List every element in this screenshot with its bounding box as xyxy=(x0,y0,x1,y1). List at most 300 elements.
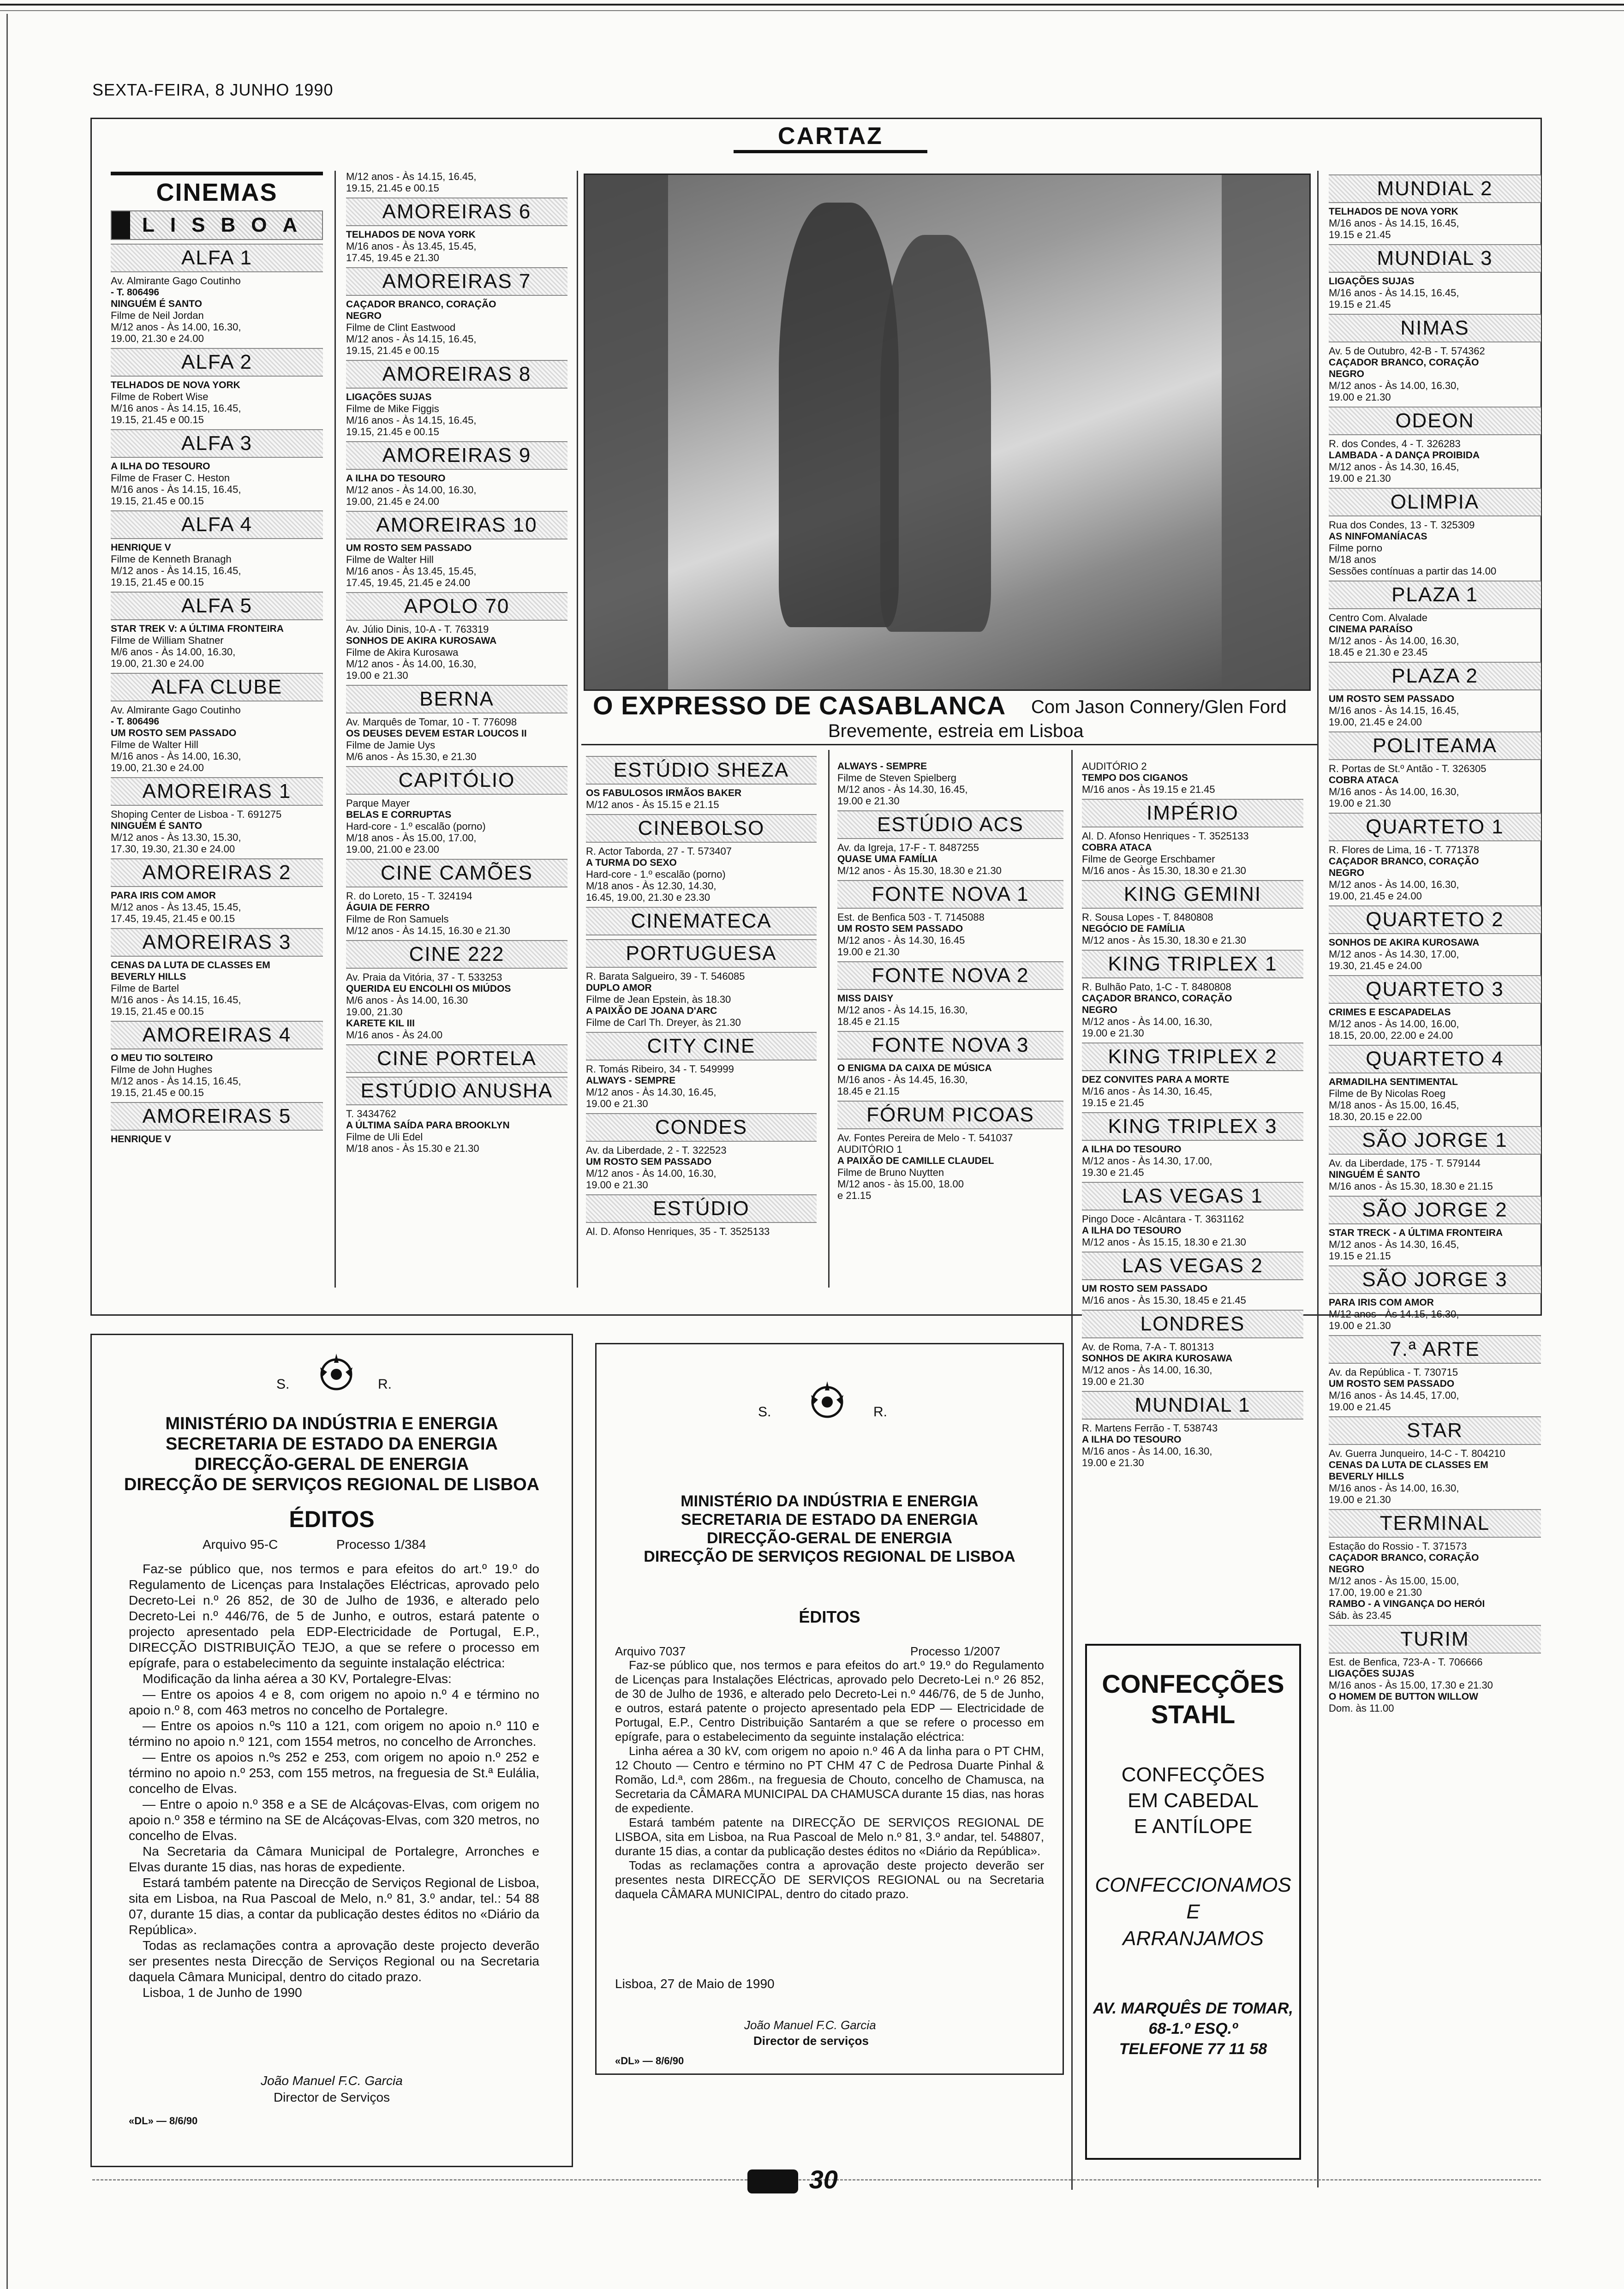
listing-line: 19.00 e 21.30 xyxy=(1329,1320,1391,1331)
heading-line: SECRETARIA DE ESTADO DA ENERGIA xyxy=(166,1434,498,1454)
film-title: A ILHA DO TESOURO xyxy=(1082,1225,1182,1236)
cinema-header: ALFA 3 xyxy=(111,429,323,458)
cinema-header: AMOREIRAS 4 xyxy=(111,1021,323,1049)
listing-line: 19.15 e 21.45 xyxy=(1329,299,1391,310)
listing-line: M/12 anos - Às 14.30, 17.00, xyxy=(1082,1155,1212,1167)
film-title: TEMPO DOS CIGANOS xyxy=(1082,773,1188,783)
listing-line: M/18 anos - Às 15.00, 17.00, xyxy=(346,832,477,844)
column-divider xyxy=(1071,750,1073,2190)
film-title: STAR TRECK - A ÚLTIMA FRONTEIRA xyxy=(1329,1228,1503,1238)
listing-line: R. do Loreto, 15 - T. 324194 xyxy=(346,890,472,902)
listing-line: M/12 anos - Às 14.30, 16.45, xyxy=(837,784,968,795)
column-divider xyxy=(334,171,336,1288)
film-title: CAÇADOR BRANCO, CORAÇÃO xyxy=(1329,1552,1479,1563)
listing-line: R. Martens Ferrão - T. 538743 xyxy=(1082,1422,1218,1434)
listing-line: M/12 anos - Às 15.30, 18.30 e 21.30 xyxy=(837,865,1002,876)
film-title: PARA IRIS COM AMOR xyxy=(111,890,216,901)
heading-line: DIRECÇÃO DE SERVIÇOS REGIONAL DE LISBOA xyxy=(124,1475,540,1494)
notice-paragraph: Faz-se público que, nos termos e para efeitos do art.º 19.º do Regulamento de Licenças para Instalações Eléctricas, aprovado pelo Decreto-Lei n.º 26 852, de 30 de Julho de 1936, e alterado pelo Decreto-Lei n.º 446/76, de 5 de Junho, e outros, estará patente o projecto apresentado pela EDP — Electricidade de Portugal, E.P., Centro Distribuição Santarém a que se refere o processo em epígrafe, para o estabelecimento da seguinte instalação eléctrica: xyxy=(615,1658,1044,1744)
listing-line: 19.00, 21.30 xyxy=(346,1006,403,1018)
film-title: NINGUÉM É SANTO xyxy=(111,821,202,831)
cinema-header: QUARTETO 2 xyxy=(1329,905,1541,934)
listing-line: M/12 anos - Às 15.15, 18.30 e 21.30 xyxy=(1082,1236,1246,1248)
listing-line: Av. 5 de Outubro, 42-B - T. 574362 xyxy=(1329,345,1485,357)
listing-line: 19.15, 21.45 e 00.15 xyxy=(111,1006,204,1017)
notice-paragraph: — Entre os apoios n.ºs 110 a 121, com origem no apoio n.º 110 e término no apoio n.º 121, com 1554 metros, no concelho de Arronches. xyxy=(129,1719,539,1749)
cinema-header: CINE PORTELA xyxy=(346,1044,567,1073)
photo-figure-2 xyxy=(880,235,991,632)
film-title: CAÇADOR BRANCO, CORAÇÃO xyxy=(346,299,496,310)
signer: João Manuel F.C. Garcia xyxy=(261,2073,403,2088)
cinema-list xyxy=(111,244,323,1145)
listing-line: 19.00, 21.45 e 24.00 xyxy=(346,496,439,507)
seal xyxy=(758,1377,896,1432)
film-title: TELHADOS DE NOVA YORK xyxy=(111,380,240,390)
cinema-list xyxy=(1329,174,1541,1714)
listing-line: Filme de Robert Wise xyxy=(111,391,209,402)
cinema-header: PLAZA 1 xyxy=(1329,581,1541,609)
listing-line: 19.00 e 21.30 xyxy=(1329,391,1391,403)
listing-line: M/16 anos - Às 19.15 e 21.45 xyxy=(1082,784,1215,795)
film-title: CAÇADOR BRANCO, CORAÇÃO xyxy=(1329,856,1479,867)
listing-line: 19.00 e 21.30 xyxy=(586,1098,648,1109)
listing-line: 19.15, 21.45 e 00.15 xyxy=(111,576,204,588)
stahl-name xyxy=(1087,1669,1299,1730)
listing-line: 19.15, 21.45 e 00.15 xyxy=(346,182,439,194)
listing-line: M/12 anos - Às 14.00, 16.30, xyxy=(1329,380,1459,391)
cinema-header: AMOREIRAS 1 xyxy=(111,777,323,806)
listing-line: Sessões contínuas a partir das 14.00 xyxy=(1329,565,1497,577)
cinema-header: ESTÚDIO ACS xyxy=(837,810,1063,839)
cinema-header: AMOREIRAS 9 xyxy=(346,441,567,470)
film-title: A PAIXÃO DE JOANA D'ARC xyxy=(586,1006,717,1016)
film-title: RAMBO - A VINGANÇA DO HERÓI xyxy=(1329,1599,1485,1609)
film-title: LAMBADA - A DANÇA PROIBIDA xyxy=(1329,450,1480,461)
listing-line: Av. Fontes Pereira de Melo - T. 541037 xyxy=(837,1132,1013,1144)
cinema-header: KING TRIPLEX 1 xyxy=(1082,950,1303,978)
seal xyxy=(276,1349,396,1404)
listing-line: M/12 anos - Às 14.00, 16.00, xyxy=(1329,1018,1459,1030)
stahl-services xyxy=(1087,1762,1299,1840)
listing-line: 19.00 e 21.30 xyxy=(1329,797,1391,809)
listing-line: Av. Marquês de Tomar, 10 - T. 776098 xyxy=(346,716,517,728)
listing-line: Filme de Bruno Nuytten xyxy=(837,1167,944,1178)
cinema-header: TURIM xyxy=(1329,1625,1541,1654)
coat-of-arms-icon xyxy=(804,1377,850,1427)
listing-line: M/12 anos - Às 14.15, 16.45, xyxy=(346,171,477,182)
film-title: O ENIGMA DA CAIXA DE MÚSICA xyxy=(837,1063,992,1073)
notice-paragraph: — Entre o apoio n.º 358 e a SE de Alcáçovas-Elvas, com origem no apoio n.º 358 e término na SE de Alcáçovas-Elvas, com 320 metros, no concelho de Elvas. xyxy=(129,1797,539,1843)
address-line: TELEFONE 77 11 58 xyxy=(1119,2040,1267,2058)
film-title: O MEU TIO SOLTEIRO xyxy=(111,1053,213,1063)
listing-line: Filme de By Nicolas Roeg xyxy=(1329,1088,1446,1099)
film-title: CAÇADOR BRANCO, CORAÇÃO xyxy=(1082,993,1232,1004)
stahl-slogan xyxy=(1087,1872,1299,1952)
cinema-header: MUNDIAL 3 xyxy=(1329,244,1541,273)
cinema-header: ALFA 2 xyxy=(111,348,323,377)
listing-line: M/6 anos - Às 14.00, 16.30, xyxy=(111,646,236,658)
listing-line: Av. Júlio Dinis, 10-A - T. 763319 xyxy=(346,623,489,635)
cinema-header: KING TRIPLEX 3 xyxy=(1082,1112,1303,1141)
continued-lines xyxy=(346,171,567,194)
service-line: EM CABEDAL xyxy=(1128,1789,1259,1812)
listing-line: Rua dos Condes, 13 - T. 325309 xyxy=(1329,519,1475,531)
film-title: A ILHA DO TESOURO xyxy=(1082,1434,1182,1445)
seal-s: S. xyxy=(758,1404,771,1420)
film-title: A ILHA DO TESOURO xyxy=(111,461,210,472)
cinema-header: PLAZA 2 xyxy=(1329,662,1541,690)
listing-line: M/6 anos - Às 15.30, e 21.30 xyxy=(346,751,477,762)
film-title: NEGRO xyxy=(1082,1005,1118,1015)
listing-line: R. Flores de Lima, 16 - T. 771378 xyxy=(1329,844,1480,856)
film-title: OS FABULOSOS IRMÃOS BAKER xyxy=(586,788,742,798)
notice-paragraph: Todas as reclamações contra a aprovação deste projecto deverão ser presentes nesta DIRECÇÃO DE SERVIÇOS REGIONAL ou na Secretaria daquela CÂMARA MUNICIPAL, dentro do citado prazo. xyxy=(615,1858,1044,1901)
column-1 xyxy=(111,172,323,1145)
listing-line: 19.15, 21.45 e 00.15 xyxy=(111,414,204,425)
film-title: NEGÓCIO DE FAMÍLIA xyxy=(1082,923,1186,934)
listing-line: R. dos Condes, 4 - T. 326283 xyxy=(1329,438,1461,449)
listing-line: M/16 anos - Às 14.15, 16.45, xyxy=(111,402,241,414)
listing-line: M/16 anos - Às 13.45, 15.45, xyxy=(346,240,477,252)
cinema-header: MUNDIAL 2 xyxy=(1329,174,1541,203)
notice-title: ÉDITOS xyxy=(289,1506,375,1532)
black-block xyxy=(112,211,130,239)
listing-line: M/16 anos - Às 14.45, 16.30, xyxy=(837,1074,968,1085)
film-title: UM ROSTO SEM PASSADO xyxy=(586,1156,712,1167)
cinema-header: AMOREIRAS 3 xyxy=(111,928,323,957)
film-title: SONHOS DE AKIRA KUROSAWA xyxy=(1329,937,1480,948)
notice-heading xyxy=(610,1492,1049,1566)
column-divider xyxy=(828,750,830,1288)
listing-line: Av. da Igreja, 17-F - T. 8487255 xyxy=(837,842,979,853)
film-title: CINEMA PARAÍSO xyxy=(1329,624,1413,635)
slogan-line: ARRANJAMOS xyxy=(1122,1927,1264,1950)
listing-line: M/12 anos - Às 14.00, 16.30, xyxy=(1329,879,1459,890)
publication-ref: «DL» — 8/6/90 xyxy=(129,2115,198,2127)
arquivo: Arquivo 7037 xyxy=(615,1644,686,1658)
listing-line: R. Actor Taborda, 27 - T. 573407 xyxy=(586,845,732,857)
column-3 xyxy=(586,752,817,1237)
listing-line: 17.00, 19.00 e 21.30 xyxy=(1329,1587,1422,1598)
editos-notice-2 xyxy=(595,1343,1064,2075)
listing-line: M/16 anos - Às 14.00, 16.30, xyxy=(1082,1445,1212,1457)
notice-paragraph: Modificação da linha aérea a 30 KV, Portalegre-Elvas: xyxy=(143,1672,452,1686)
column-5 xyxy=(1082,761,1303,1468)
listing-line: 19.15, 21.45 e 00.15 xyxy=(111,1087,204,1098)
listing-line: Filme de John Hughes xyxy=(111,1064,213,1075)
listing-line: M/16 anos - Às 15.30, 18.30 e 21.30 xyxy=(1082,865,1246,876)
listing-line: 19.15, 21.45 e 00.15 xyxy=(346,426,439,437)
listing-line: 19.15 e 21.15 xyxy=(1329,1250,1391,1262)
seal-r: R. xyxy=(873,1404,887,1420)
cinema-header: CINE CAMÕES xyxy=(346,859,567,887)
cinemas-title: CINEMAS xyxy=(111,172,323,207)
film-title: BEVERLY HILLS xyxy=(111,971,186,982)
film-title: UM ROSTO SEM PASSADO xyxy=(1082,1283,1208,1294)
cinema-header: PORTUGUESA xyxy=(586,939,817,968)
top-rule xyxy=(0,4,1624,6)
editos-notice-1 xyxy=(90,1334,573,2167)
listing-line: M/16 anos - Às 13.45, 15.45, xyxy=(346,565,477,577)
listing-line: M/18 anos xyxy=(1329,554,1376,565)
film-title: A ÚLTIMA SAÍDA PARA BROOKLYN xyxy=(346,1120,510,1131)
listing-line: M/16 anos - Às 14.15, 16.45, xyxy=(111,484,241,495)
stahl-address xyxy=(1087,1998,1299,2059)
film-title: SONHOS DE AKIRA KUROSAWA xyxy=(1082,1353,1233,1364)
film-title: NINGUÉM É SANTO xyxy=(111,299,202,309)
cinema-header: ODEON xyxy=(1329,407,1541,435)
cinema-header: BERNA xyxy=(346,685,567,713)
listing-line: M/18 anos - Às 15.30 e 21.30 xyxy=(346,1143,479,1154)
seal-s: S. xyxy=(276,1377,290,1392)
cinema-header: AMOREIRAS 8 xyxy=(346,360,567,389)
notice-paragraph: Todas as reclamações contra a aprovação deste projecto deverão ser presentes nesta Direcção de Serviços Regional ou na Secretaria daquela Câmara Municipal, dentro do citado prazo. xyxy=(129,1938,539,1984)
listing-line: 19.00 e 21.30 xyxy=(1082,1376,1144,1387)
listing-line: Filme de William Shatner xyxy=(111,635,224,646)
listing-line: 19.00, 21.30 e 24.00 xyxy=(111,658,204,669)
cinema-header: FONTE NOVA 3 xyxy=(837,1031,1063,1060)
listing-line: 17.30, 19.30, 21.30 e 24.00 xyxy=(111,843,235,855)
cinema-header: AMOREIRAS 2 xyxy=(111,858,323,887)
listing-line: M/12 anos - Às 14.00, 16.30, xyxy=(111,321,241,333)
listing-line: Filme de Fraser C. Heston xyxy=(111,472,230,484)
listing-line: 19.00 e 21.30 xyxy=(346,670,408,681)
listing-line: Av. Praia da Vitória, 37 - T. 533253 xyxy=(346,971,502,983)
cinema-header: AMOREIRAS 5 xyxy=(111,1102,323,1131)
film-title: HENRIQUE V xyxy=(111,542,171,553)
photo-caption-note: Brevemente, estreia em Lisboa xyxy=(828,721,1084,741)
cinema-list xyxy=(586,756,817,1237)
listing-line: Filme de Bartel xyxy=(111,983,179,994)
listing-line: 19.15 e 21.45 xyxy=(1329,229,1391,240)
film-title: LIGAÇÕES SUJAS xyxy=(346,392,432,402)
notice-paragraph: Na Secretaria da Câmara Municipal de Portalegre, Arronches e Elvas durante 15 dias, nas horas de expediente. xyxy=(129,1844,539,1874)
listing-line: M/18 anos - Às 12.30, 14.30, xyxy=(586,880,716,892)
heading-line: DIRECÇÃO-GERAL DE ENERGIA xyxy=(706,1529,953,1547)
listing-line: M/16 anos - Às 14.15, 16.45, xyxy=(1329,217,1459,229)
page-footer xyxy=(747,2164,838,2194)
listing-line: 19.15 e 21.45 xyxy=(1082,1097,1144,1109)
film-title: ÁGUIA DE FERRO xyxy=(346,902,430,913)
listing-line: M/12 anos - Às 14.15, 16.45, xyxy=(111,565,241,576)
address-line: 68-1.º ESQ.º xyxy=(1148,2020,1238,2037)
cinema-header: ESTÚDIO ANUSHA xyxy=(346,1077,567,1105)
listing-line: Hard-core - 1.º escalão (porno) xyxy=(586,869,726,880)
listing-line: 19.00 e 21.30 xyxy=(1329,1494,1391,1505)
photo-column-right xyxy=(1222,175,1309,689)
film-title: MISS DAISY xyxy=(837,993,894,1004)
film-title: CENAS DA LUTA DE CLASSES EM xyxy=(111,960,270,971)
listing-line: 18.30, 20.15 e 22.00 xyxy=(1329,1111,1422,1122)
listing-line: R. Portas de St.º Antão - T. 326305 xyxy=(1329,763,1487,774)
heading-line: DIRECÇÃO-GERAL DE ENERGIA xyxy=(194,1455,469,1474)
listing-line: M/16 anos - Às 14.15, 16.45, xyxy=(1329,287,1459,299)
stahl-name-line: CONFECÇÕES xyxy=(1102,1669,1284,1698)
film-title: NEGRO xyxy=(1329,868,1365,878)
listing-line: Al. D. Afonso Henriques, 35 - T. 3525133 xyxy=(586,1226,770,1237)
heading-line: MINISTÉRIO DA INDÚSTRIA E ENERGIA xyxy=(165,1414,498,1433)
cinema-header: QUARTETO 1 xyxy=(1329,813,1541,841)
cinema-header: SÃO JORGE 3 xyxy=(1329,1265,1541,1294)
column-6 xyxy=(1329,171,1541,1714)
listing-line: M/16 anos - Às 15.30, 18.45 e 21.45 xyxy=(1082,1294,1246,1306)
listing-line: 18.45 e 21.15 xyxy=(837,1016,900,1027)
listing-line: 19.30 e 21.45 xyxy=(1082,1167,1144,1178)
listing-line: 19.00 e 21.30 xyxy=(1082,1027,1144,1039)
listing-line: M/12 anos - Às 15.30, 18.30 e 21.30 xyxy=(1082,935,1246,946)
cinema-header: APOLO 70 xyxy=(346,592,567,621)
cinema-header: CINEMATECA xyxy=(586,907,817,935)
cinema-header: QUARTETO 4 xyxy=(1329,1045,1541,1073)
film-title: STAR TREK V: A ÚLTIMA FRONTEIRA xyxy=(111,623,284,634)
city-label: LISBOA xyxy=(142,214,313,236)
notice-paragraph: — Entre os apoios 4 e 8, com origem no apoio n.º 4 e término no apoio n.º 8, com 463 metros no concelho de Portalegre. xyxy=(129,1687,539,1717)
listing-line: M/12 anos - Às 14.30, 16.45, xyxy=(1329,461,1459,473)
listing-line: M/12 anos - Às 14.30, 17.00, xyxy=(1329,948,1459,960)
listing-line: 19.00 e 21.30 xyxy=(1329,473,1391,484)
notice-paragraph: — Entre os apoios n.ºs 252 e 253, com origem no apoio n.º 252 e término no apoio n.º 253, com 155 metros, na freguesia de St.ª Eulália, concelho de Elvas. xyxy=(129,1750,539,1796)
column-divider xyxy=(1317,171,1319,2187)
cinema-list xyxy=(837,810,1063,1201)
listing-line: Hard-core - 1.º escalão (porno) xyxy=(346,821,486,832)
continued-lines xyxy=(1082,761,1303,795)
listing-line: T. 3434762 xyxy=(346,1108,396,1120)
signer-role: Director de Serviços xyxy=(273,2090,390,2104)
film-title: BEVERLY HILLS xyxy=(1329,1471,1404,1482)
cinema-header: ALFA CLUBE xyxy=(111,673,323,701)
listing-line: Estação do Rossio - T. 371573 xyxy=(1329,1540,1467,1552)
heading-line: DIRECÇÃO DE SERVIÇOS REGIONAL DE LISBOA xyxy=(644,1548,1015,1565)
listing-line: Av. de Roma, 7-A - T. 801313 xyxy=(1082,1341,1214,1353)
listing-line: 18.45 e 21.30 e 23.45 xyxy=(1329,647,1428,658)
film-title: TELHADOS DE NOVA YORK xyxy=(1329,206,1458,217)
cinema-header: OLIMPIA xyxy=(1329,488,1541,516)
listing-line: Parque Mayer xyxy=(346,797,410,809)
cinema-header: AMOREIRAS 7 xyxy=(346,267,567,296)
notice-body xyxy=(129,1561,539,2001)
film-title: AS NINFOMANÍACAS xyxy=(1329,531,1427,542)
film-title: SONHOS DE AKIRA KUROSAWA xyxy=(346,635,497,646)
photo-caption-title: O EXPRESSO DE CASABLANCA xyxy=(593,691,1006,720)
listing-line: M/16 anos - Às 14.15, 16.45, xyxy=(111,994,241,1006)
listing-line: 19.00, 21.00 e 23.00 xyxy=(346,844,439,855)
signer-role: Director de serviços xyxy=(753,2034,869,2048)
film-title: UM ROSTO SEM PASSADO xyxy=(346,543,472,553)
film-title: DEZ CONVITES PARA A MORTE xyxy=(1082,1074,1230,1085)
listing-line: M/12 anos - às 15.00, 18.00 xyxy=(837,1178,964,1190)
listing-line: M/12 anos - Às 14.30, 16.45, xyxy=(1329,1239,1459,1250)
listing-line: 19.00 e 21.30 xyxy=(837,795,900,807)
film-title: COBRA ATACA xyxy=(1329,775,1399,785)
listing-line: e 21.15 xyxy=(837,1190,872,1201)
notice-paragraph: Estará também patente na DIRECÇÃO DE SERVIÇOS REGIONAL DE LISBOA, sita em Lisboa, na Rua Pascoal de Melo n.º 81, 3.º andar, tel. 548807, durante 15 dias, a contar da publicação destes éditos no «Diário da República». xyxy=(615,1816,1044,1858)
dateline: SEXTA-FEIRA, 8 JUNHO 1990 xyxy=(92,80,334,99)
film-title: ALWAYS - SEMPRE xyxy=(837,761,927,772)
listing-line: M/12 anos - Às 14.00, 16.30, xyxy=(346,484,477,496)
listing-line: 17.45, 19.45, 21.45 e 24.00 xyxy=(346,577,471,588)
listing-line: M/16 anos - Às 14.45, 17.00, xyxy=(1329,1390,1459,1401)
notice-paragraph: Faz-se público que, nos termos e para efeitos do art.º 19.º do Regulamento de Licenças para Instalações Eléctricas, aprovado pelo Decreto-Lei n.º 26 852, de 30 de Julho de 1936, e alterado pelo Decreto-Lei n.º 446/76, de 5 de Junho, e outros, estará patente o projecto apresentado pela EDP-Electricidade de Portugal, E.P., DIRECÇÃO DISTRIBUIÇÃO TEJO, a que se refere o processo em epígrafe, para o estabelecimento da seguinte instalação eléctrica: xyxy=(129,1562,539,1670)
listing-line: Filme de Kenneth Branagh xyxy=(111,553,232,565)
photo-caption-cast: Com Jason Connery/Glen Ford xyxy=(1031,697,1287,717)
listing-line: Av. da Liberdade, 2 - T. 322523 xyxy=(586,1144,727,1156)
film-title: A PAIXÃO DE CAMILLE CLAUDEL xyxy=(837,1156,994,1166)
listing-line: AUDITÓRIO 2 xyxy=(1082,761,1147,772)
listing-line: M/16 anos - Às 14.15, 16.45, xyxy=(1329,705,1459,716)
film-title: QUERIDA EU ENCOLHI OS MIÚDOS xyxy=(346,983,511,994)
listing-line: Av. Almirante Gago Coutinho xyxy=(111,275,241,287)
publication-ref: «DL» — 8/6/90 xyxy=(615,2055,684,2067)
listing-line: M/12 anos - Às 14.00, 16.30, xyxy=(586,1168,716,1179)
cinema-header: KING TRIPLEX 2 xyxy=(1082,1043,1303,1071)
section-title: CARTAZ xyxy=(734,122,927,153)
cinema-header: LONDRES xyxy=(1082,1310,1303,1338)
cinema-header: CONDES xyxy=(586,1113,817,1142)
listing-line: 19.15, 21.45 e 00.15 xyxy=(111,495,204,507)
notice-paragraph: Lisboa, 1 de Junho de 1990 xyxy=(143,1985,302,2000)
listing-line: 18.15, 20.00, 22.00 e 24.00 xyxy=(1329,1030,1453,1041)
listing-line: 16.45, 19.00, 21.30 e 23.30 xyxy=(586,892,710,903)
film-title: A ILHA DO TESOURO xyxy=(1082,1144,1182,1155)
listing-line: M/12 anos - Às 15.00, 15.00, xyxy=(1329,1575,1459,1587)
listing-line: Filme de Mike Figgis xyxy=(346,403,439,414)
listing-line: Filme de Carl Th. Dreyer, às 21.30 xyxy=(586,1017,741,1028)
cinema-header: IMPÉRIO xyxy=(1082,799,1303,827)
listing-line: Dom. às 11.00 xyxy=(1329,1702,1394,1714)
film-title: LIGAÇÕES SUJAS xyxy=(1329,276,1415,287)
notice-date: Lisboa, 27 de Maio de 1990 xyxy=(615,1977,775,1991)
listing-line: Filme porno xyxy=(1329,542,1383,554)
cinema-header: ALFA 4 xyxy=(111,510,323,539)
listing-line: M/12 anos - Às 14.15, 16.30, xyxy=(1329,1308,1459,1320)
listing-line: M/18 anos - Às 15.00, 16.45, xyxy=(1329,1099,1459,1111)
listing-line: 18.45 e 21.15 xyxy=(837,1085,900,1097)
stahl-name-line: STAHL xyxy=(1151,1700,1236,1729)
listing-line: 17.45, 19.45 e 21.30 xyxy=(346,252,439,264)
film-title: KARETE KIL III xyxy=(346,1018,415,1029)
cinema-header: ESTÚDIO SHEZA xyxy=(586,756,817,785)
listing-line: 19.00, 21.45 e 24.00 xyxy=(1329,890,1422,902)
film-title: TELHADOS DE NOVA YORK xyxy=(346,229,476,240)
film-title: CENAS DA LUTA DE CLASSES EM xyxy=(1329,1460,1488,1470)
listing-line: M/12 anos - Às 14.15, 16.45, xyxy=(346,333,477,345)
processo: Processo 1/2007 xyxy=(910,1644,1001,1658)
film-title: O HOMEM DE BUTTON WILLOW xyxy=(1329,1691,1478,1702)
listing-line: Filme de Uli Edel xyxy=(346,1131,423,1143)
listing-line: M/12 anos - Às 14.00, 16.30, xyxy=(1329,635,1459,647)
cinema-header: FONTE NOVA 1 xyxy=(837,880,1063,909)
cinema-header: CINEBOLSO xyxy=(586,814,817,843)
listing-line: 19.00, 21.45 e 24.00 xyxy=(1329,716,1422,728)
film-title: BELAS E CORRUPTAS xyxy=(346,809,452,820)
listing-line: M/12 anos - Às 14.30, 16.45 xyxy=(837,935,965,946)
cinema-list xyxy=(1082,799,1303,1468)
film-title: COBRA ATACA xyxy=(1082,842,1152,853)
film-title: - T. 806496 xyxy=(111,716,160,727)
listing-line: 19.00 e 21.45 xyxy=(1329,1401,1391,1413)
cinema-header: ESTÚDIO xyxy=(586,1194,817,1223)
heading-line: MINISTÉRIO DA INDÚSTRIA E ENERGIA xyxy=(681,1492,979,1510)
signer: João Manuel F.C. Garcia xyxy=(744,2018,876,2032)
listing-line: Filme de Clint Eastwood xyxy=(346,322,456,333)
listing-line: Shoping Center de Lisboa - T. 691275 xyxy=(111,809,282,820)
film-title: ALWAYS - SEMPRE xyxy=(586,1075,676,1086)
listing-line: Av. da Liberdade, 175 - T. 579144 xyxy=(1329,1157,1481,1169)
listing-line: AUDITÓRIO 1 xyxy=(837,1144,902,1155)
seal-r: R. xyxy=(378,1377,392,1392)
stahl-advert xyxy=(1085,1644,1301,2160)
film-title: NEGRO xyxy=(1329,369,1365,379)
